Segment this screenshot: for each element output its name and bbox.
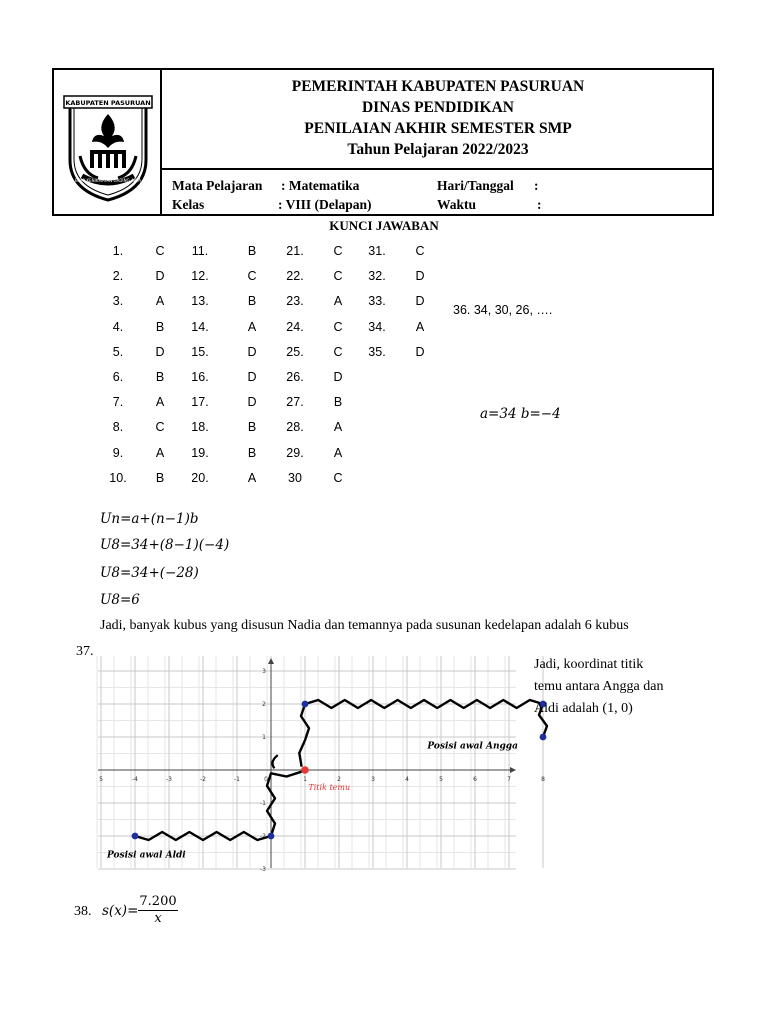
answer-choice: A xyxy=(155,294,165,309)
q36-step-4: U8=6 xyxy=(100,592,140,608)
header-title-line: DINAS PENDIDIKAN xyxy=(361,99,514,116)
answer-number: 28. xyxy=(286,420,304,435)
mapel-label: Mata Pelajaran xyxy=(172,178,263,193)
answer-number: 21. xyxy=(286,244,304,258)
answer-number: 22. xyxy=(286,269,304,284)
answer-choice: A xyxy=(333,445,343,460)
angga-start-label: Posisi awal Angga xyxy=(427,741,518,752)
x-tick-label: -4 xyxy=(132,776,138,783)
answer-key-title: KUNCI JAWABAN xyxy=(329,218,439,233)
answer-choice: D xyxy=(155,269,165,284)
y-tick-label: -3 xyxy=(260,866,266,873)
q37-number: 37. xyxy=(76,644,94,659)
q37-graph xyxy=(98,656,545,873)
header-title-line: Tahun Pelajaran 2022/2023 xyxy=(347,141,529,158)
answer-number: 35. xyxy=(368,344,386,359)
turn-point xyxy=(302,701,309,708)
x-tick-label: 7 xyxy=(507,776,511,783)
header-title-line: PEMERINTAH KABUPATEN PASURUAN xyxy=(291,78,585,95)
answer-number: 15. xyxy=(191,344,209,359)
answer-choice: C xyxy=(333,470,343,485)
kelas-label: Kelas xyxy=(172,197,205,212)
answer-choice: D xyxy=(247,344,257,359)
waktu-label: Waktu xyxy=(437,197,477,212)
answer-number: 30 xyxy=(288,470,302,485)
header-separator xyxy=(162,168,714,170)
aldi-start-label: Posisi awal Aldi xyxy=(107,850,186,861)
header-titles xyxy=(162,76,714,160)
aldi-start-point xyxy=(132,833,139,840)
answer-number: 25. xyxy=(286,344,304,359)
x-tick-label: 5 xyxy=(99,776,103,783)
answer-number: 33. xyxy=(368,294,386,309)
answer-choice: B xyxy=(333,395,343,410)
answer-choice: B xyxy=(155,319,165,334)
answer-number: 2. xyxy=(112,269,124,284)
answer-choice: A xyxy=(247,319,257,334)
x-tick-label: 5 xyxy=(439,776,443,783)
angga-start-point xyxy=(540,734,547,741)
answer-number: 24. xyxy=(286,319,304,334)
x-tick-label: 4 xyxy=(405,776,409,783)
answer-number: 18. xyxy=(191,420,209,435)
x-tick-label: 8 xyxy=(541,776,545,783)
answer-choice: D xyxy=(415,269,425,284)
answer-choice: C xyxy=(155,244,165,258)
answer-number: 16. xyxy=(191,370,209,384)
q36-step-1: Un=a+(n−1)b xyxy=(100,511,199,527)
answer-number: 3. xyxy=(112,294,124,309)
answer-choice: D xyxy=(415,294,425,309)
answer-number: 12. xyxy=(191,269,209,284)
meeting-point xyxy=(301,766,309,774)
q37-answer-line: temu antara Angga dan xyxy=(534,679,664,694)
q36-givens xyxy=(480,406,561,422)
answer-number: 5. xyxy=(112,344,124,359)
answer-choice: C xyxy=(333,319,343,334)
answer-number: 32. xyxy=(368,269,386,284)
x-tick-label: 3 xyxy=(371,776,375,783)
answer-number: 10. xyxy=(109,470,127,485)
answer-choice: D xyxy=(247,395,257,410)
hari-value: : xyxy=(534,178,539,193)
answer-number: 19. xyxy=(191,445,209,460)
q38-number: 38. xyxy=(74,904,92,919)
q36-step-3: U8=34+(−28) xyxy=(100,565,199,581)
answer-number: 1. xyxy=(112,244,124,258)
answer-choice: C xyxy=(247,269,257,284)
turn-point xyxy=(268,833,275,840)
answer-number: 14. xyxy=(191,319,209,334)
answer-number: 4. xyxy=(112,319,124,334)
answer-choice: D xyxy=(415,344,425,359)
answer-choice: C xyxy=(415,244,425,258)
q37-answer xyxy=(534,654,663,720)
answer-choice: B xyxy=(247,294,257,309)
exam-header xyxy=(52,68,714,216)
logo-text-top: KABUPATEN PASURUAN xyxy=(65,99,151,107)
answer-number: 6. xyxy=(112,370,124,384)
y-tick-label: 3 xyxy=(262,668,266,675)
answer-number: 34. xyxy=(368,319,386,334)
q37-answer-line: Jadi, koordinat titik xyxy=(534,657,644,672)
x-tick-label: -3 xyxy=(166,776,172,783)
q38-numerator: 7.200 xyxy=(139,894,177,909)
q38-fraction xyxy=(138,893,178,927)
q36-givens-text: a=34 b=−4 xyxy=(480,406,561,422)
answer-number: 13. xyxy=(191,294,209,309)
answer-number: 27. xyxy=(286,395,304,410)
header-title-line: PENILAIAN AKHIR SEMESTER SMP xyxy=(304,120,572,137)
answer-number: 9. xyxy=(112,445,124,460)
answer-choice: B xyxy=(155,370,165,384)
answer-choice: A xyxy=(155,395,165,410)
logo-text-bottom: BUMI KENIKMATAN GADING ARTA xyxy=(74,178,142,183)
x-tick-label: -2 xyxy=(200,776,206,783)
answer-choice: A xyxy=(155,445,165,460)
x-tick-label: 2 xyxy=(337,776,341,783)
answer-number: 26. xyxy=(286,370,304,384)
answer-choice: A xyxy=(333,294,343,309)
answer-choice: A xyxy=(247,470,257,485)
coordinate-graph xyxy=(98,656,545,873)
answer-number: 23. xyxy=(286,294,304,309)
answer-choice: B xyxy=(247,420,257,435)
answer-choice: D xyxy=(155,344,165,359)
q37-answer-line: Aldi adalah (1, 0) xyxy=(534,701,633,716)
answer-number: 8. xyxy=(112,420,124,435)
q38-denominator: x xyxy=(154,911,162,926)
answer-choice: D xyxy=(333,370,343,384)
answer-choice: C xyxy=(333,269,343,284)
y-tick-label: 1 xyxy=(262,734,266,741)
answer-choice: C xyxy=(155,420,165,435)
q36-sequence: 36. 34, 30, 26, …. xyxy=(453,303,553,317)
answer-number: 20. xyxy=(191,470,209,485)
y-tick-label: -1 xyxy=(260,800,266,807)
meeting-point-label: Titik temu xyxy=(308,782,351,792)
x-tick-label: 0 xyxy=(264,776,268,783)
x-tick-label: 6 xyxy=(473,776,477,783)
answer-choice: C xyxy=(333,344,343,359)
hari-label: Hari/Tanggal xyxy=(437,178,514,193)
answer-choice: B xyxy=(247,244,257,258)
kelas-value: : VIII (Delapan) xyxy=(278,197,372,212)
x-tick-label: 1 xyxy=(303,776,307,783)
waktu-value: : xyxy=(537,197,542,212)
pasuruan-logo xyxy=(64,90,152,202)
answer-choice: A xyxy=(333,420,343,435)
y-tick-label: 2 xyxy=(262,701,266,708)
q36-step-2: U8=34+(8−1)(−4) xyxy=(100,537,230,553)
answer-choice: C xyxy=(333,244,343,258)
answer-number: 7. xyxy=(112,395,124,410)
answer-number: 11. xyxy=(191,244,209,258)
answer-number: 17. xyxy=(191,395,209,410)
answer-choice: B xyxy=(155,470,165,485)
answer-number: 29. xyxy=(286,445,304,460)
answer-choice: B xyxy=(247,445,257,460)
answer-choice: A xyxy=(415,319,425,334)
y-tick-label: -2 xyxy=(260,833,266,840)
q36-conclusion: Jadi, banyak kubus yang disusun Nadia dan temannya pada susunan kedelapan adalah 6 kubus xyxy=(100,618,629,633)
answer-number: 31. xyxy=(368,244,386,258)
q38-lhs: s(x)= xyxy=(102,903,139,919)
mapel-value: : Matematika xyxy=(281,178,360,193)
x-tick-label: -1 xyxy=(234,776,240,783)
answer-choice: D xyxy=(247,370,257,384)
